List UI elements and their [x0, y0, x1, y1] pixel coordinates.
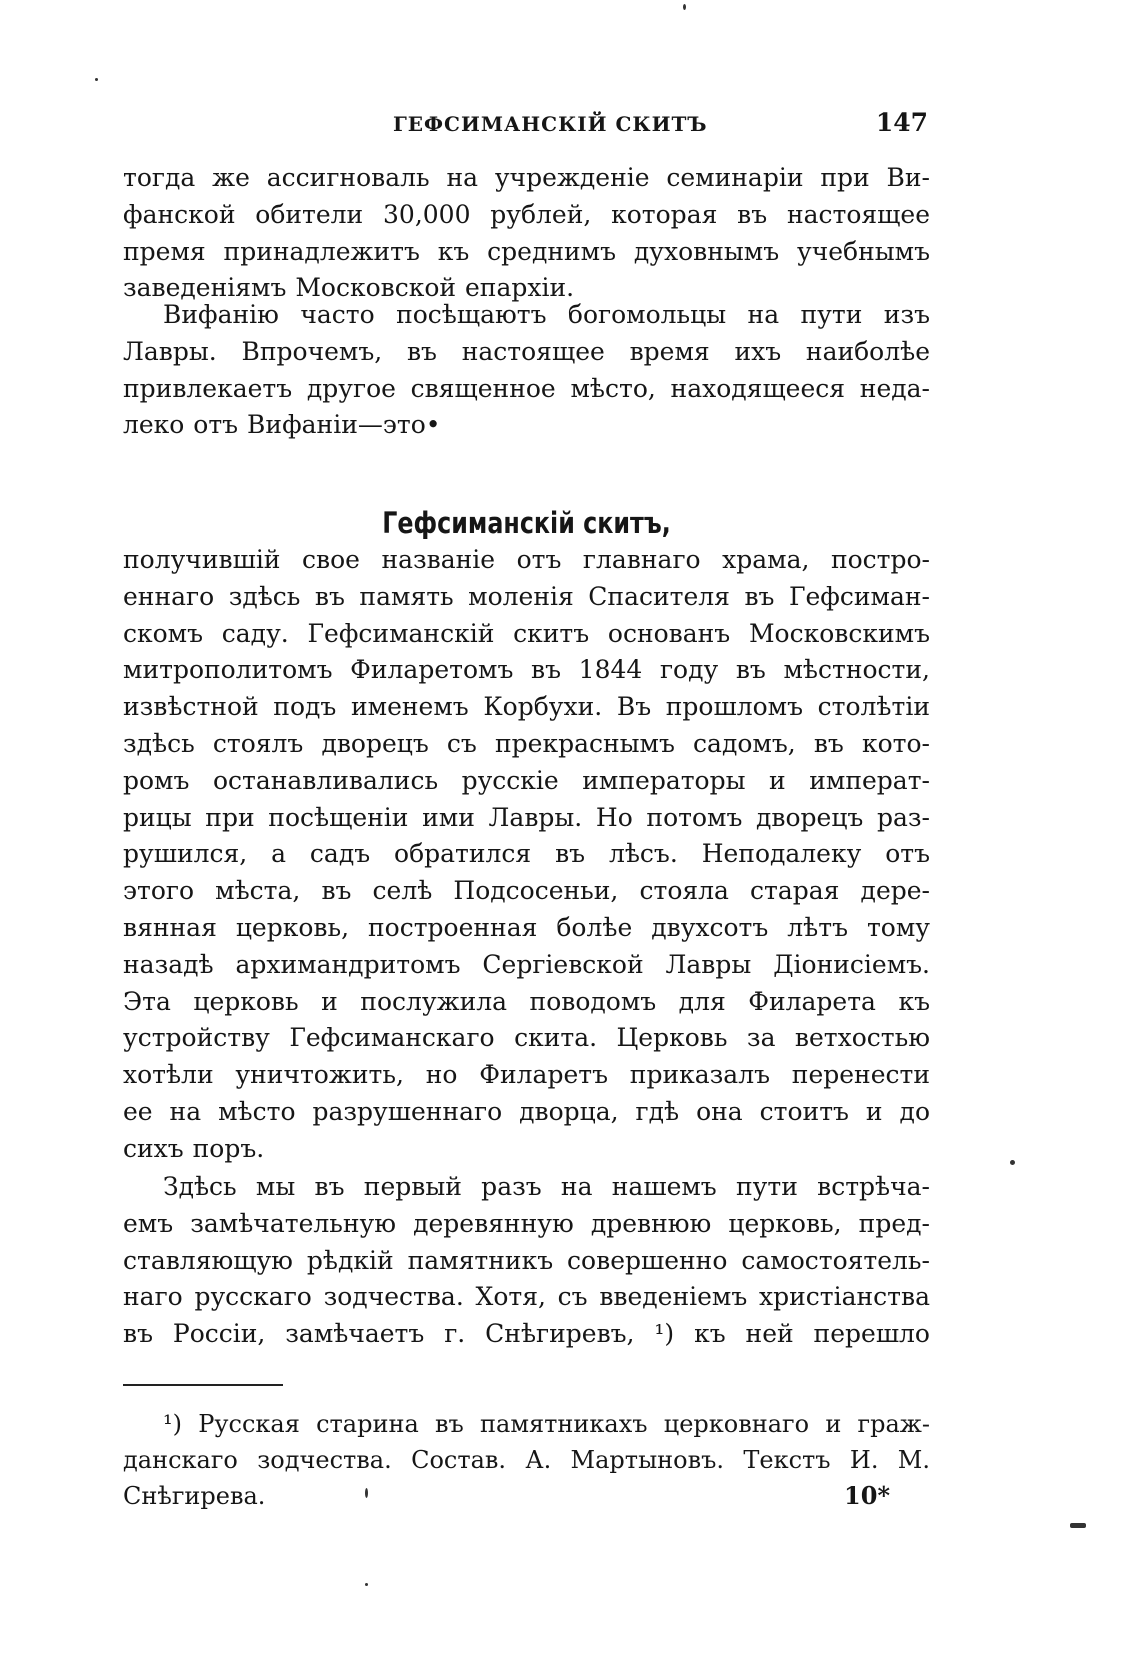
running-head-title: ГЕФСИМАНСКІЙ СКИТЪ [393, 112, 708, 136]
section-heading: Гефсиманскій скитъ, [382, 506, 671, 540]
text-line: здѣсь стоялъ дворецъ съ прекраснымъ садомъ, въ кото- [123, 728, 930, 758]
scan-speck [365, 1583, 368, 1586]
text-line: митрополитомъ Филаретомъ въ 1844 году въ мѣстности, [123, 655, 930, 685]
text-line: ставляющую рѣдкій памятникъ совершенно самостоятель- [123, 1245, 930, 1275]
page-number: 147 [875, 108, 928, 137]
footnote-line: данскаго зодчества. Состав. А. Мартыновъ. Текстъ И. М. [123, 1446, 930, 1474]
text-line: назадѣ архимандритомъ Сергіевской Лавры Діонисіемъ. [123, 949, 930, 979]
text-line: хотѣли уничтожить, но Филаретъ приказалъ перенести [123, 1060, 930, 1090]
text-line: Вифанію часто посѣщаютъ богомольцы на пути изъ [163, 300, 930, 329]
running-head [123, 108, 930, 140]
scan-speck [1070, 1523, 1086, 1528]
text-line: ее на мѣсто разрушеннаго дворца, гдѣ она стоитъ и до [123, 1096, 930, 1126]
footnote-line: Снѣгирева. [123, 1482, 266, 1510]
text-line: заведеніямъ Московской епархіи. [123, 273, 575, 303]
book-page [123, 0, 930, 1666]
scan-speck [95, 78, 98, 81]
text-line: леко отъ Вифаніи—это• [123, 410, 441, 440]
text-line: еннаго здѣсь въ память моленія Спасителя въ Гефсиман- [123, 581, 930, 611]
footnote [123, 1406, 930, 1514]
text-line: скомъ саду. Гефсиманскій скитъ основанъ Московскимъ [123, 618, 930, 648]
paragraph-4 [123, 1169, 930, 1353]
text-line: вянная церковь, построенная болѣе двухсотъ лѣтъ тому [123, 912, 930, 942]
text-line: емъ замѣчательную деревянную древнюю церковь, пред- [123, 1208, 930, 1238]
paragraph-2 [123, 297, 930, 444]
text-line: фанской обители 30,000 рублей, которая въ настоящее [123, 199, 930, 229]
text-line: наго русскаго зодчества. Хотя, съ введеніемъ христіанства [123, 1282, 930, 1312]
text-line: Лавры. Впрочемъ, въ настоящее время ихъ наиболѣе [123, 336, 930, 366]
paragraph-3 [123, 542, 930, 1168]
text-line: ромъ останавливались русскіе императоры и императ- [123, 765, 930, 795]
text-line: премя принадлежитъ къ среднимъ духовнымъ учебнымъ [123, 236, 930, 266]
scan-speck [1010, 1160, 1015, 1165]
text-line: привлекаетъ другое священное мѣсто, находящееся неда- [123, 373, 930, 403]
paragraph-1 [123, 160, 930, 307]
text-line: Здѣсь мы въ первый разъ на нашемъ пути встрѣча- [163, 1172, 930, 1201]
text-line: этого мѣста, въ селѣ Подсосеньи, стояла старая дере- [123, 876, 930, 906]
text-line: въ Россіи, замѣчаетъ г. Снѣгиревъ, ¹) къ ней перешло [123, 1319, 930, 1349]
scan-speck [683, 4, 686, 10]
text-line: устройству Гефсиманскаго скита. Церковь за ветхостью [123, 1023, 930, 1053]
text-line: рицы при посѣщеніи ими Лавры. Но потомъ дворецъ раз- [123, 802, 930, 832]
scan-speck [365, 1488, 368, 1498]
text-line: Эта церковь и послужила поводомъ для Филарета къ [123, 986, 930, 1016]
footnote-rule [123, 1384, 283, 1386]
signature-mark: 10* [844, 1481, 890, 1510]
text-line: получившій свое названіе отъ главнаго храма, постро- [123, 545, 930, 574]
footnote-line: ¹) Русская старина въ памятникахъ церковнаго и граж- [163, 1410, 930, 1438]
text-line: сихъ поръ. [123, 1133, 265, 1163]
text-line: рушился, а садъ обратился въ лѣсъ. Неподалеку отъ [123, 839, 930, 869]
text-line: извѣстной подъ именемъ Корбухи. Въ прошломъ столѣтіи [123, 692, 930, 722]
text-line: тогда же ассигноваль на учрежденіе семинаріи при Ви- [123, 163, 930, 192]
